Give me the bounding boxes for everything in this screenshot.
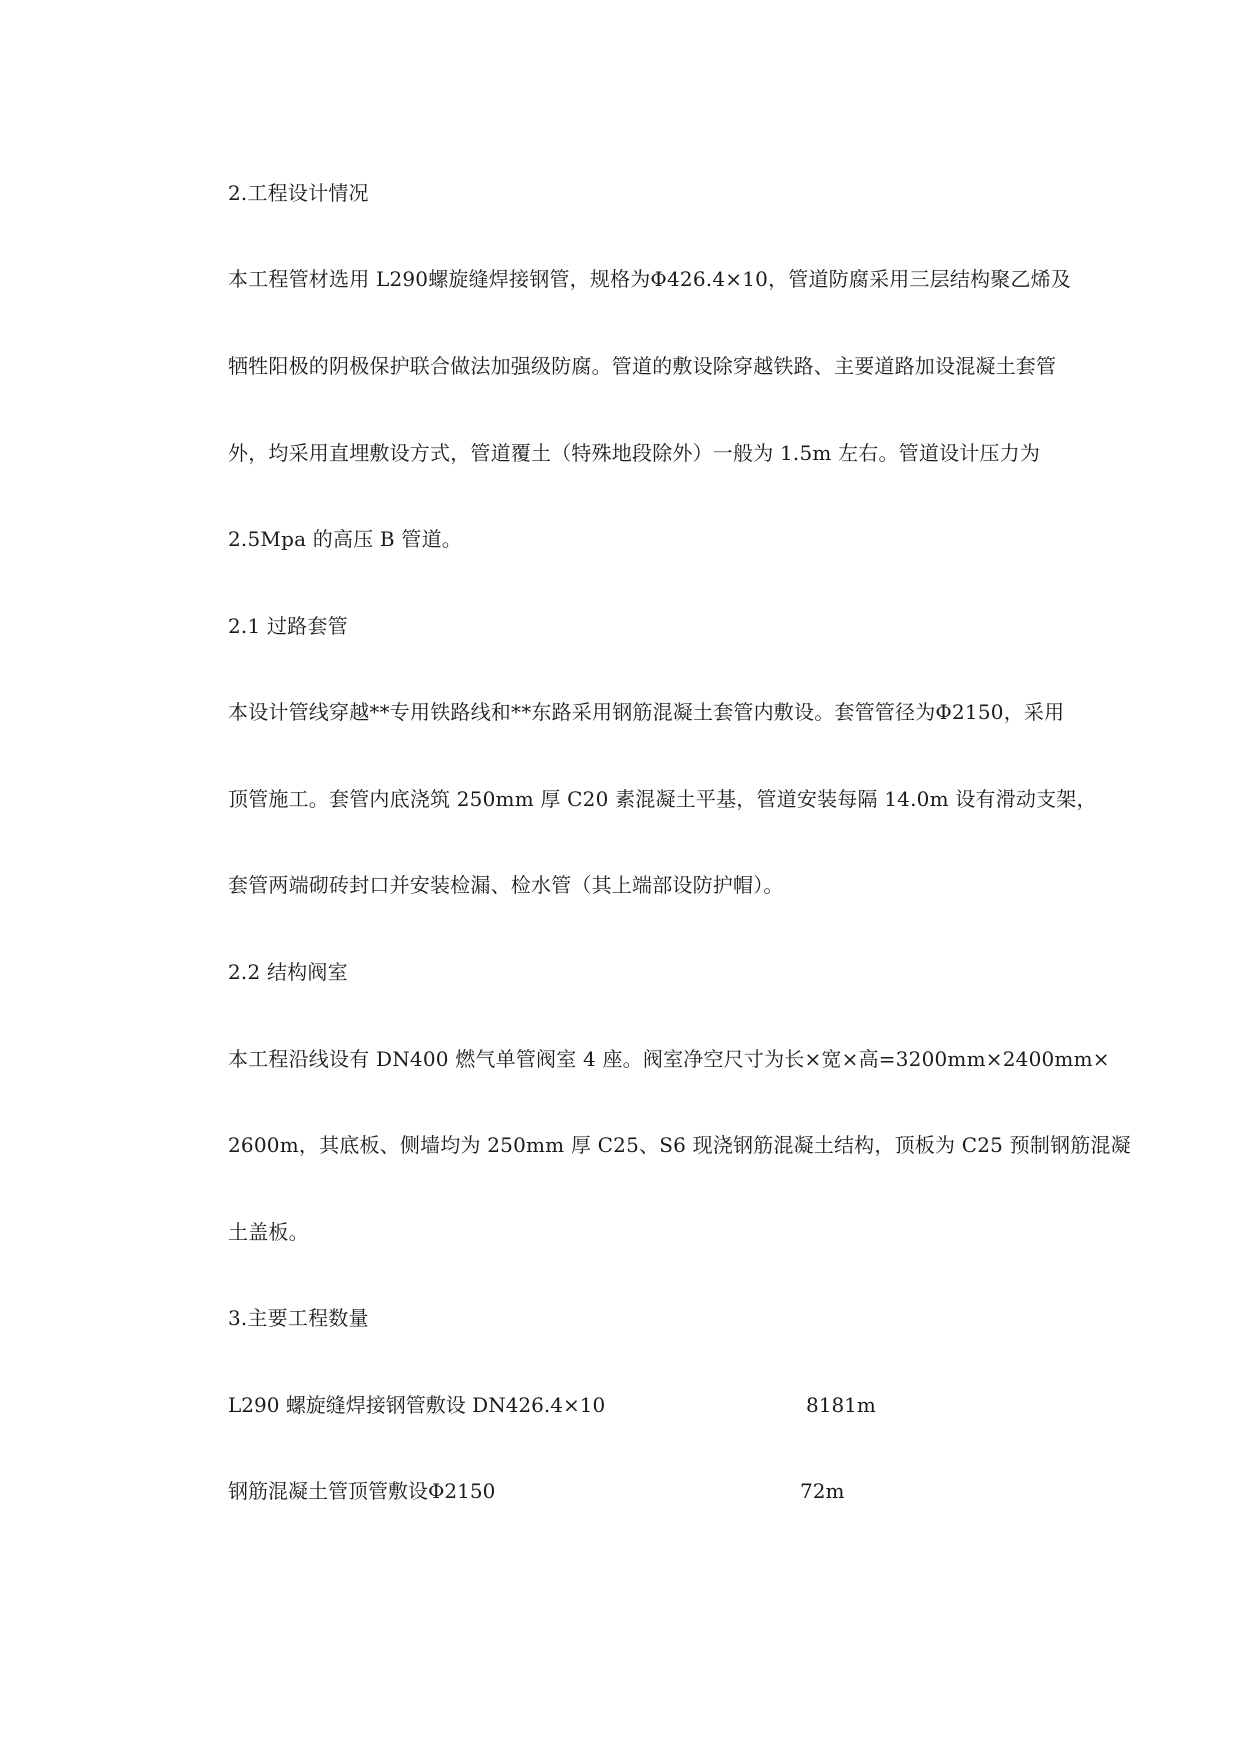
paragraph-line: 本工程管材选用 L290螺旋缝焊接钢管，规格为Φ426.4×10，管道防腐采用三层结构聚乙烯及 bbox=[228, 267, 1072, 291]
paragraph-line: 外，均采用直埋敷设方式，管道覆土（特殊地段除外）一般为 1.5m 左右。管道设计压力为 bbox=[228, 441, 1041, 465]
paragraph-line: 牺牲阳极的阴极保护联合做法加强级防腐。管道的敷设除穿越铁路、主要道路加设混凝土套管 bbox=[228, 354, 1057, 378]
paragraph-line: 顶管施工。套管内底浇筑 250mm 厚 C20 素混凝土平基，管道安装每隔 14.0m 设有滑动支架， bbox=[228, 787, 1097, 811]
paragraph-line: 土盖板。 bbox=[228, 1220, 309, 1244]
section-heading-quantities: 3.主要工程数量 bbox=[228, 1306, 369, 1330]
paragraph-line: 2600m，其底板、侧墙均为 250mm 厚 C25、S6 现浇钢筋混凝土结构，顶板为 C25 预制钢筋混凝 bbox=[228, 1133, 1131, 1157]
section-heading-valve-room: 2.2 结构阀室 bbox=[228, 960, 348, 984]
paragraph-line: 2.5Mpa 的高压 B 管道。 bbox=[228, 527, 462, 551]
section-heading-design: 2.工程设计情况 bbox=[228, 181, 369, 205]
section-heading-casing: 2.1 过路套管 bbox=[228, 614, 348, 638]
paragraph-line: 套管两端砌砖封口并安装检漏、检水管（其上端部设防护帽）。 bbox=[228, 873, 784, 897]
quantity-item-value: 72m bbox=[800, 1479, 845, 1503]
paragraph-line: 本设计管线穿越**专用铁路线和**东路采用钢筋混凝土套管内敷设。套管管径为Φ2150，采用 bbox=[228, 700, 1065, 724]
quantity-item-name: L290 螺旋缝焊接钢管敷设 DN426.4×10 bbox=[228, 1393, 606, 1417]
quantity-item-value: 8181m bbox=[806, 1393, 876, 1417]
paragraph-line: 本工程沿线设有 DN400 燃气单管阀室 4 座。阀室净空尺寸为长×宽×高=3200mm×2400mm× bbox=[228, 1047, 1110, 1071]
quantity-item-name: 钢筋混凝土管顶管敷设Φ2150 bbox=[228, 1479, 496, 1503]
